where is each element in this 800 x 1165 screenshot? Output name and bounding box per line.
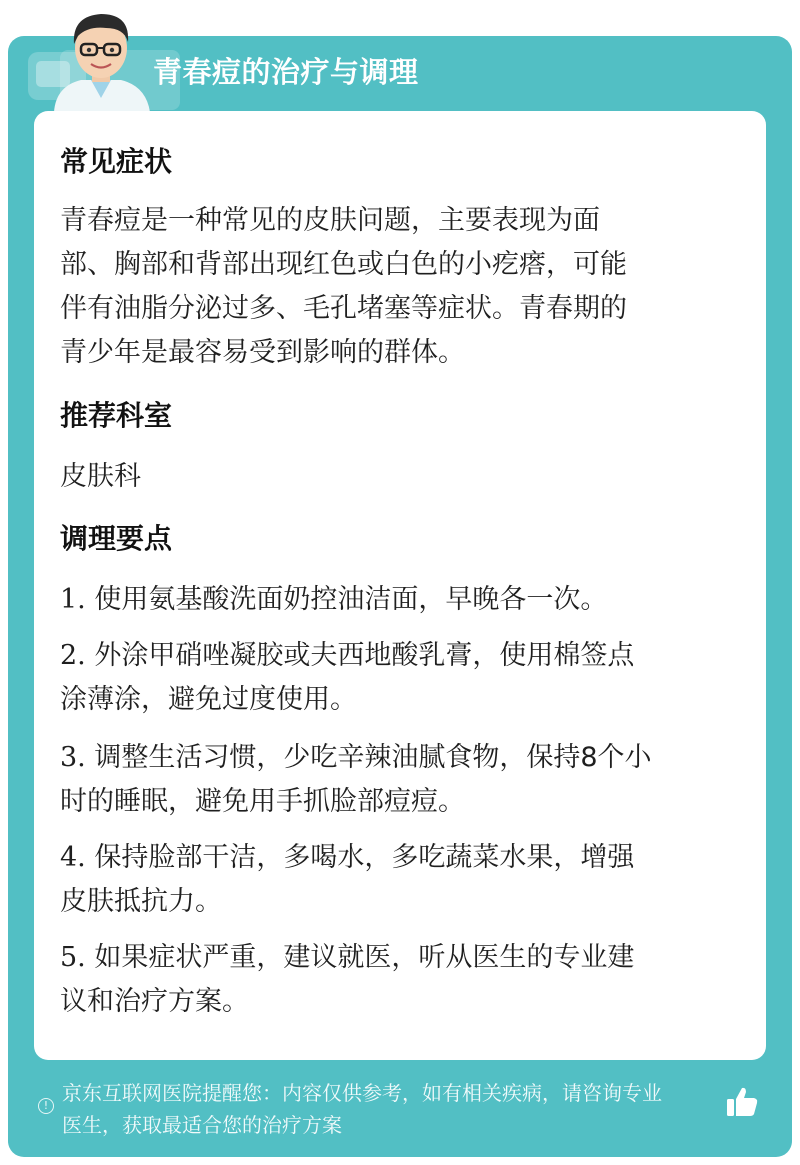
care-tip [60, 936, 750, 1024]
care-tip [60, 736, 750, 824]
department-value: 皮肤科 [60, 461, 141, 492]
care-tip-text: 如果症状严重，建议就医，听从医生的专业建 [94, 942, 635, 973]
symptoms-line: 伴有油脂分泌过多、毛孔堵塞等症状。青春期的 [60, 293, 627, 324]
care-tip-number: 2. [60, 640, 86, 671]
info-icon: ! [38, 1098, 54, 1114]
care-tip-number: 1. [60, 584, 86, 615]
care-tip-number: 4. [60, 842, 86, 873]
symptoms-text [60, 199, 740, 375]
care-tip-line: 时的睡眠，避免用手抓脸部痘痘。 [60, 786, 465, 817]
care-tip-line: 皮肤抵抗力。 [60, 886, 222, 917]
care-tip-number: 5. [60, 942, 86, 973]
footer-line: 京东互联网医院提醒您：内容仅供参考，如有相关疾病，请咨询专业 [62, 1081, 662, 1105]
care-tip-line [60, 736, 750, 780]
care-tip-text: 外涂甲硝唑凝胶或夫西地酸乳膏，使用棉签点 [94, 640, 635, 671]
section-title-care: 调理要点 [60, 522, 173, 555]
care-tip-number: 3. [60, 742, 86, 773]
care-tip-line: 涂薄涂，避免过度使用。 [60, 684, 357, 715]
care-tip-text: 调整生活习惯，少吃辛辣油腻食物，保持8个小 [94, 742, 652, 773]
care-tip-line [60, 836, 750, 880]
section-title-department: 推荐科室 [60, 399, 173, 432]
symptoms-line: 青春痘是一种常见的皮肤问题，主要表现为面 [60, 205, 600, 236]
footer-disclaimer [62, 1077, 732, 1141]
care-tip [60, 634, 750, 722]
symptoms-line: 部、胸部和背部出现红色或白色的小疙瘩，可能 [60, 249, 627, 280]
footer-line: 医生，获取最适合您的治疗方案 [62, 1113, 342, 1137]
symptoms-line: 青少年是最容易受到影响的群体。 [60, 337, 465, 368]
care-tip-line [60, 634, 750, 678]
care-tip-line: 议和治疗方案。 [60, 986, 249, 1017]
care-tip-line [60, 578, 750, 622]
care-tip [60, 578, 750, 622]
care-tip-line [60, 936, 750, 980]
care-tip-text: 使用氨基酸洗面奶控油洁面，早晚各一次。 [94, 584, 608, 615]
thumbs-up-icon[interactable] [724, 1084, 760, 1120]
care-tip [60, 836, 750, 924]
doctor-avatar-icon [46, 6, 156, 112]
section-title-symptoms: 常见症状 [60, 145, 173, 178]
page-title: 青春痘的治疗与调理 [153, 55, 419, 89]
care-tip-text: 保持脸部干洁，多喝水，多吃蔬菜水果，增强 [94, 842, 635, 873]
